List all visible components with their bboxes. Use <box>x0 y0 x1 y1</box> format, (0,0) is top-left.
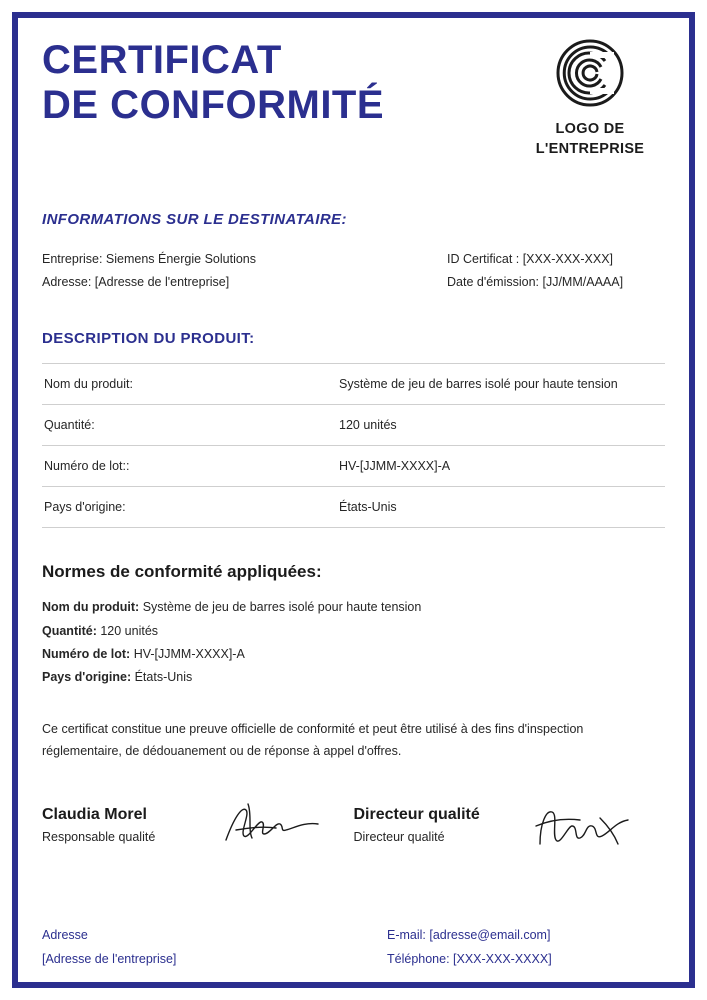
recipient-section-heading: INFORMATIONS SUR LE DESTINATAIRE: <box>42 211 347 229</box>
standards-value: Système de jeu de barres isolé pour haute tension <box>142 600 422 615</box>
footer-email[interactable]: E-mail: [adresse@email.com] <box>387 928 551 942</box>
certificate-content <box>42 34 665 966</box>
product-value: Système de jeu de barres isolé pour haute tension <box>339 377 618 392</box>
product-table <box>42 363 665 528</box>
signature-mark-icon <box>218 800 328 852</box>
standards-value: 120 unités <box>100 623 159 638</box>
page-title-line1: CERTIFICAT <box>42 38 282 82</box>
list-item <box>42 596 665 619</box>
signature-area <box>42 806 665 858</box>
signatory-role: Directeur qualité <box>353 830 445 844</box>
standards-value: États-Unis <box>134 669 193 684</box>
footer-phone: Téléphone: [XXX-XXX-XXXX] <box>387 951 552 966</box>
recipient-address: Adresse: [Adresse de l'entreprise] <box>42 275 230 290</box>
logo-text-line2: L'ENTREPRISE <box>535 140 645 157</box>
signature-mark-icon <box>530 800 640 858</box>
footer-address-column <box>42 924 387 972</box>
document-footer <box>42 924 665 972</box>
recipient-right-column <box>447 248 665 294</box>
list-item <box>42 666 665 689</box>
list-item <box>42 643 665 666</box>
product-label: Nom du produit: <box>44 377 133 392</box>
standards-list <box>42 596 665 689</box>
recipient-left-column <box>42 248 447 294</box>
table-row <box>42 364 665 405</box>
title-block <box>42 34 384 128</box>
document-header <box>42 34 665 159</box>
table-row <box>42 446 665 487</box>
product-label: Numéro de lot:: <box>44 459 130 474</box>
recipient-company: Entreprise: Siemens Énergie Solutions <box>42 252 257 267</box>
signatory-name: Directeur qualité <box>353 806 480 823</box>
company-logo-icon <box>553 36 627 110</box>
logo-text-line1: LOGO DE <box>555 121 625 137</box>
product-label: Quantité: <box>44 418 95 433</box>
standards-key: Numéro de lot: <box>42 646 131 661</box>
signatory-role: Responsable qualité <box>42 830 156 844</box>
product-section-heading: DESCRIPTION DU PRODUIT: <box>42 330 255 348</box>
footer-address-label: Adresse <box>42 928 88 942</box>
standards-key: Pays d'origine: <box>42 669 132 684</box>
certificate-statement: Ce certificat constitue une preuve officielle de conformité et peut être utilisé à des fins d'inspection réglementaire, de dédouanement ou de réponse à appel d'offres. <box>42 721 584 758</box>
logo-block <box>515 34 665 159</box>
product-value: 120 unités <box>339 418 397 433</box>
footer-address-value: [Adresse de l'entreprise] <box>42 951 177 966</box>
signature-block-right <box>354 806 666 858</box>
page-title-line2: DE CONFORMITÉ <box>42 82 385 127</box>
standards-value: HV-[JJMM-XXXX]-A <box>133 646 245 661</box>
list-item <box>42 620 665 643</box>
signature-block-left <box>42 806 354 858</box>
issue-date: Date d'émission: [JJ/MM/AAAA] <box>447 275 624 290</box>
certificate-id: ID Certificat : [XXX-XXX-XXX] <box>447 252 614 267</box>
signature-names-right <box>354 806 524 844</box>
footer-contact-column <box>387 924 665 972</box>
standards-key: Quantité: <box>42 623 97 638</box>
product-label: Pays d'origine: <box>44 500 126 515</box>
table-row <box>42 405 665 446</box>
recipient-info <box>42 248 665 294</box>
signatory-name: Claudia Morel <box>42 806 147 823</box>
product-value: États-Unis <box>339 500 397 515</box>
standards-key: Nom du produit: <box>42 600 140 615</box>
standards-section-heading: Normes de conformité appliquées: <box>42 562 322 582</box>
product-value: HV-[JJMM-XXXX]-A <box>339 459 451 474</box>
table-row <box>42 487 665 528</box>
signature-names-left <box>42 806 212 844</box>
